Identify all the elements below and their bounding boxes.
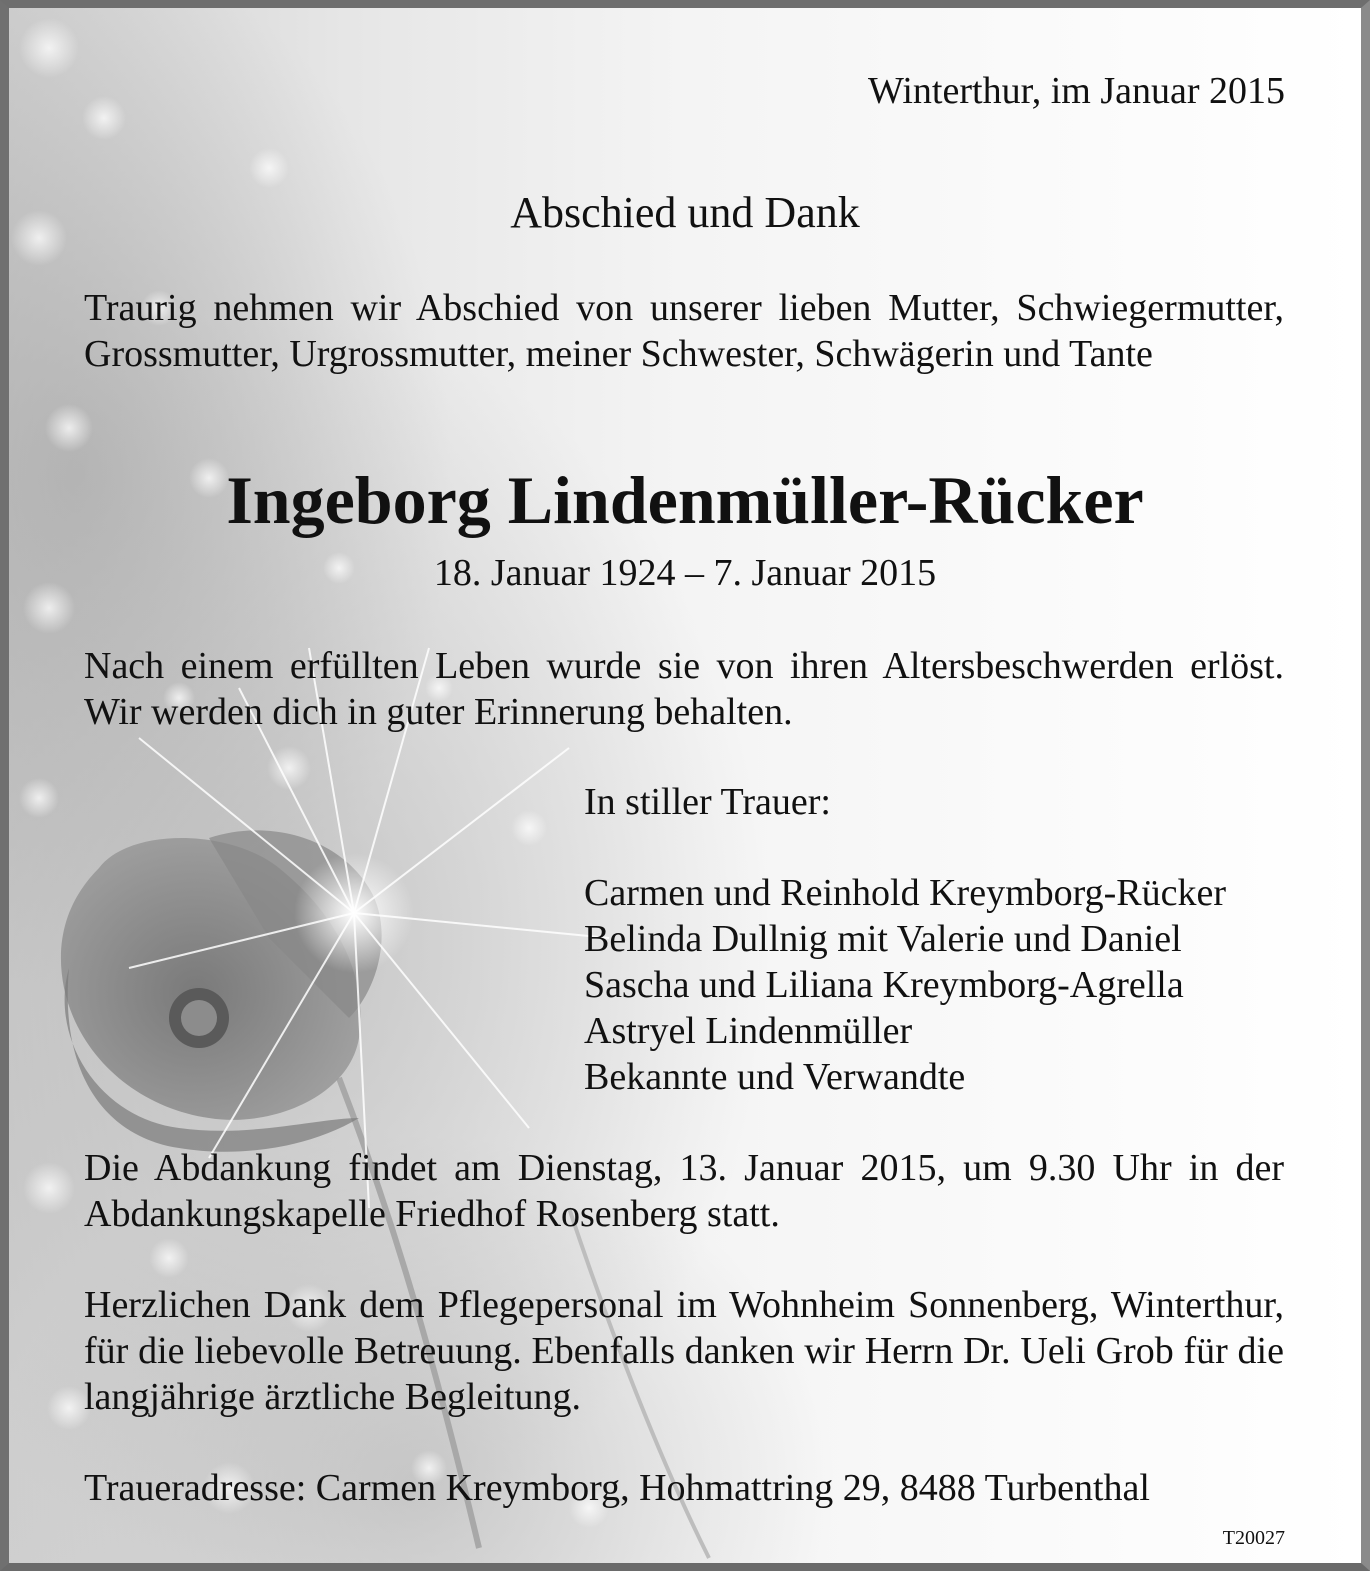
mourner-entry: Bekannte und Verwandte [584,1056,966,1098]
life-dates: 18. Januar 1924 – 7. Januar 2015 [433,552,937,594]
intro-paragraph: Traurig nehmen wir Abschied von unserer lieben Mutter, Schwiegermutter, Grossmutter, Urgrossmutter, meiner Schwester, Schwägerin und Tante [84,287,1284,375]
mourner-entry: Sascha und Liliana Kreymborg-Agrella [584,964,1184,1006]
ceremony-paragraph: Die Abdankung findet am Dienstag, 13. Januar 2015, um 9.30 Uhr in der Abdankungskapelle Friedhof Rosenberg statt. [84,1147,1284,1235]
mourner-entry: Astryel Lindenmüller [584,1010,913,1052]
deceased-name: Ingeborg Lindenmüller-Rücker [226,462,1144,538]
mourner-entry: Belinda Dullnig mit Valerie und Daniel [584,918,1182,960]
message-paragraph: Nach einem erfüllten Leben wurde sie von ihren Altersbeschwerden erlöst. Wir werden dich in guter Erinnerung behalten. [84,645,1284,733]
notice-heading: Abschied und Dank [510,188,860,237]
mourner-entry: Carmen und Reinhold Kreymborg-Rücker [584,872,1226,914]
mourning-label: In stiller Trauer: [584,781,831,823]
thanks-paragraph: Herzlichen Dank dem Pflegepersonal im Wohnheim Sonnenberg, Winterthur, für die liebevolle Betreuung. Ebenfalls danken wir Herrn Dr. Ueli Grob für die langjährige ärztliche Begleitung. [84,1284,1284,1418]
place-date: Winterthur, im Januar 2015 [868,70,1285,112]
mourners-list [584,870,1226,1100]
mourning-address: Traueradresse: Carmen Kreymborg, Hohmattring 29, 8488 Turbenthal [84,1467,1150,1509]
reference-code: T20027 [1222,1527,1285,1549]
